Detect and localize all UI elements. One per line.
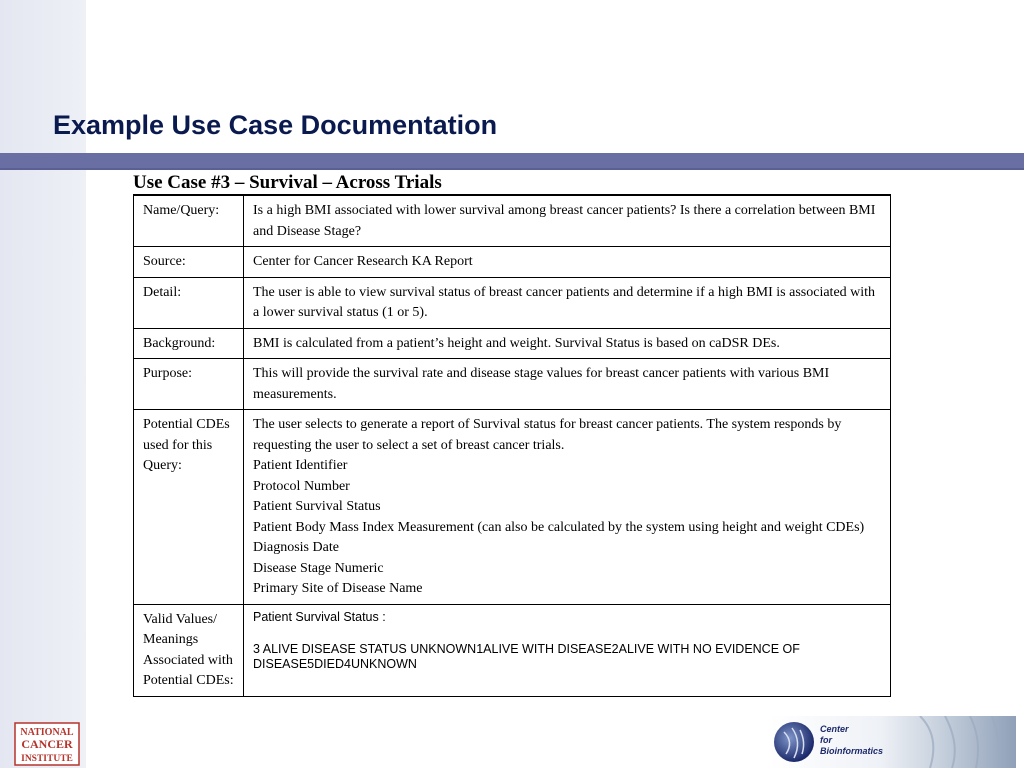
row-value-text: BMI is calculated from a patient’s height and weight. Survival Status is based on caDSR DEs. bbox=[253, 335, 780, 351]
row-label: Name/Query: bbox=[134, 195, 244, 247]
row-value bbox=[244, 359, 891, 410]
cde-item: Disease Stage Numeric bbox=[253, 560, 384, 576]
nci-logo-line1: NATIONAL bbox=[20, 727, 74, 738]
row-value-text: The user is able to view survival status of breast cancer patients and determine if a high BMI is associated with a lower survival status (1 or 5). bbox=[253, 284, 876, 320]
row-value-text: This will provide the survival rate and disease stage values for breast cancer patients with various BMI measurements. bbox=[253, 366, 830, 402]
valid-values-heading: Patient Survival Status : bbox=[253, 609, 386, 624]
table-row bbox=[134, 247, 891, 278]
cbi-logo-line2: for bbox=[820, 735, 832, 745]
cde-item: Diagnosis Date bbox=[253, 540, 339, 555]
nci-logo-line3: INSTITUTE bbox=[21, 754, 73, 764]
row-label: Potential CDEs used for this Query: bbox=[134, 410, 244, 605]
row-value bbox=[244, 604, 891, 696]
row-value-text: The user selects to generate a report of Survival status for breast cancer patients. The system responds by requesting the user to select a set of breast cancer trials. bbox=[253, 417, 842, 453]
row-value bbox=[244, 195, 891, 247]
cde-item: Primary Site of Disease Name bbox=[253, 581, 423, 596]
row-value-text: Center for Cancer Research KA Report bbox=[253, 254, 473, 269]
cde-item: Patient Body Mass Index Measurement (can also be calculated by the system using height and weight CDEs) bbox=[253, 519, 865, 535]
row-label: Detail: bbox=[134, 277, 244, 328]
valid-values-text: 3 ALIVE DISEASE STATUS UNKNOWN1ALIVE WITH DISEASE2ALIVE WITH NO EVIDENCE OF DISEASE5DIED4UNKNOWN bbox=[253, 641, 800, 671]
row-value bbox=[244, 410, 891, 605]
table-row bbox=[134, 277, 891, 328]
row-value bbox=[244, 328, 891, 359]
use-case-heading: Use Case #3 – Survival – Across Trials bbox=[133, 172, 442, 193]
row-label: Purpose: bbox=[134, 359, 244, 410]
table-row bbox=[134, 604, 891, 696]
slide-title: Example Use Case Documentation bbox=[53, 110, 498, 140]
table-row bbox=[134, 359, 891, 410]
row-value-text: Is a high BMI associated with lower survival among breast cancer patients? Is there a correlation between BMI and Disease Stage? bbox=[253, 203, 876, 239]
use-case-table bbox=[133, 194, 891, 697]
table-row bbox=[134, 195, 891, 247]
row-label: Background: bbox=[134, 328, 244, 359]
title-divider-bar bbox=[0, 153, 1024, 170]
cde-item: Protocol Number bbox=[253, 478, 350, 494]
cde-item: Patient Identifier bbox=[253, 458, 348, 473]
row-value bbox=[244, 277, 891, 328]
nci-logo-line2: CANCER bbox=[21, 737, 73, 751]
nci-logo bbox=[14, 722, 80, 766]
cde-item: Patient Survival Status bbox=[253, 499, 381, 514]
row-label: Source: bbox=[134, 247, 244, 278]
cbi-logo-line1: Center bbox=[820, 724, 849, 734]
table-row bbox=[134, 328, 891, 359]
table-row bbox=[134, 410, 891, 605]
cbi-logo-line3: Bioinformatics bbox=[820, 746, 884, 756]
row-label: Valid Values/ Meanings Associated with Potential CDEs: bbox=[134, 604, 244, 696]
cbi-logo bbox=[770, 716, 1016, 768]
row-value bbox=[244, 247, 891, 278]
